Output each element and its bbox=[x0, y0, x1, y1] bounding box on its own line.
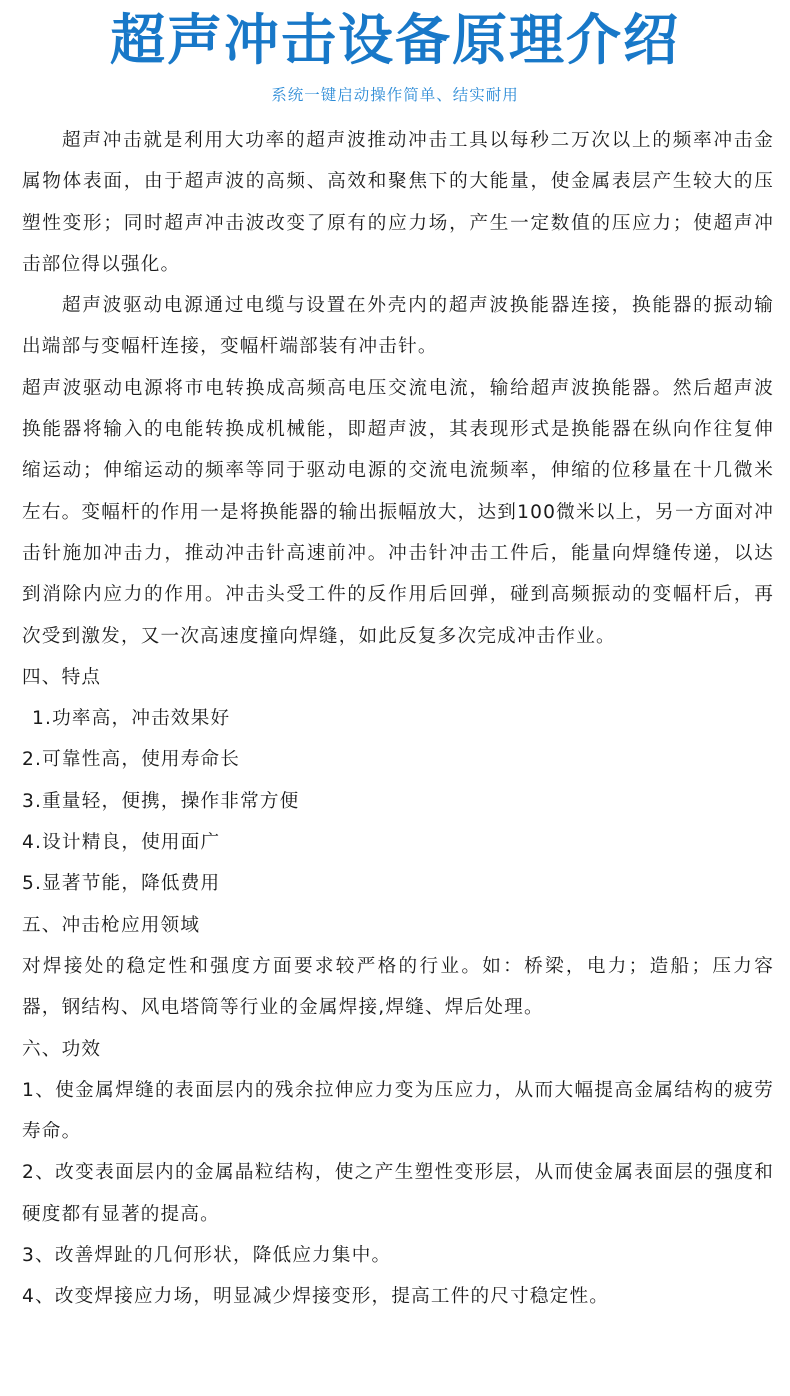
intro-paragraph-3: 超声波驱动电源将市电转换成高频高电压交流电流，输给超声波换能器。然后超声波换能器将输入的电能转换成机械能，即超声波，其表现形式是换能器在纵向作往复伸缩运动；伸缩运动的频率等同于驱动电源的交流电流频率，伸缩的位移量在十几微米左右。变幅杆的作用一是将换能器的输出振幅放大，达到100微米以上，另一方面对冲击针施加冲击力，推动冲击针高速前冲。冲击针冲击工件后，能量向焊缝传递，以达到消除内应力的作用。冲击头受工件的反作用后回弹，碰到高频振动的变幅杆后，再次受到激发，又一次高速度撞向焊缝，如此反复多次完成冲击作业。 bbox=[22, 377, 774, 647]
feature-item: 3.重量轻，便携，操作非常方便 bbox=[22, 790, 300, 812]
feature-item: 4.设计精良，使用面广 bbox=[22, 832, 221, 854]
effect-item: 2、改变表面层内的金属晶粒结构，使之产生塑性变形层，从而使金属表面层的强度和硬度都有显著的提高。 bbox=[22, 1162, 774, 1225]
intro-paragraph-2: 超声波驱动电源通过电缆与设置在外壳内的超声波换能器连接，换能器的振动输出端部与变幅杆连接，变幅杆端部装有冲击针。 bbox=[22, 295, 774, 358]
page-title: 超声冲击设备原理介绍 bbox=[109, 8, 680, 72]
effect-item: 4、改变焊接应力场，明显减少焊接变形，提高工件的尺寸稳定性。 bbox=[22, 1286, 610, 1308]
applications-text: 对焊接处的稳定性和强度方面要求较严格的行业。如：桥梁，电力；造船；压力容器，钢结构、风电塔筒等行业的金属焊接,焊缝、焊后处理。 bbox=[22, 955, 774, 1019]
intro-paragraph-1: 超声冲击就是利用大功率的超声波推动冲击工具以每秒二万次以上的频率冲击金属物体表面，由于超声波的高频、高效和聚焦下的大能量，使金属表层产生较大的压塑性变形；同时超声冲击波改变了原有的应力场，产生一定数值的压应力；使超声冲击部位得以强化。 bbox=[22, 130, 774, 275]
features-heading: 四、特点 bbox=[22, 666, 102, 688]
feature-item: 2.可靠性高，使用寿命长 bbox=[22, 749, 241, 771]
effects-heading: 六、功效 bbox=[22, 1038, 102, 1060]
applications-heading: 五、冲击枪应用领域 bbox=[22, 914, 201, 936]
effect-item: 3、改善焊趾的几何形状，降低应力集中。 bbox=[22, 1245, 392, 1267]
document-body bbox=[22, 120, 774, 1318]
feature-item: 1.功率高，冲击效果好 bbox=[32, 708, 231, 730]
page-subtitle: 系统一键启动操作简单、结实耐用 bbox=[271, 86, 519, 104]
feature-item: 5.显著节能，降低费用 bbox=[22, 873, 221, 895]
effect-item: 1、使金属焊缝的表面层内的残余拉伸应力变为压应力，从而大幅提高金属结构的疲劳寿命。 bbox=[22, 1079, 774, 1143]
